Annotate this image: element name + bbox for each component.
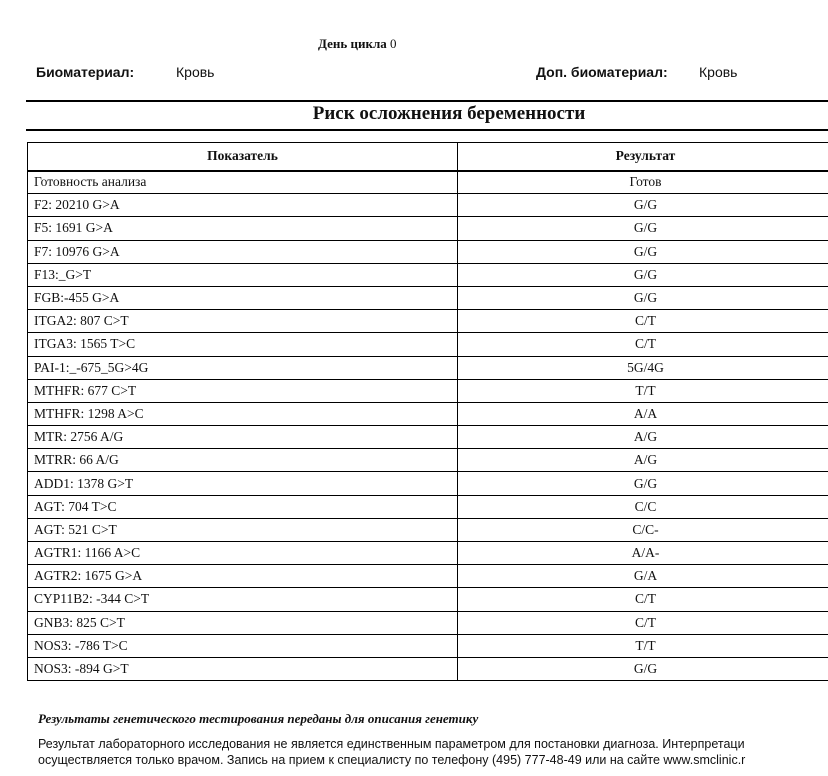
top-divider xyxy=(26,100,828,102)
section-title: Риск осложнения беременности xyxy=(312,103,586,124)
disclaimer-line-1: Результат лабораторного исследования не является единственным параметром для постановки диагноза. Интерпретаци xyxy=(38,737,745,751)
result-cell: G/G xyxy=(458,194,828,217)
cycle-day xyxy=(318,36,397,52)
result-cell: C/C xyxy=(458,495,828,518)
biomaterial-label: Биоматериал: xyxy=(36,64,135,80)
result-cell: C/C- xyxy=(458,518,828,541)
parameter-cell: ADD1: 1378 G>T xyxy=(28,472,458,495)
table-row xyxy=(28,426,828,449)
parameter-cell: MTRR: 66 A/G xyxy=(28,449,458,472)
table-row xyxy=(28,333,828,356)
table-row xyxy=(28,263,828,286)
parameter-cell: Готовность анализа xyxy=(28,171,458,194)
extra-biomaterial-label: Доп. биоматериал: xyxy=(536,64,668,80)
parameter-cell: F2: 20210 G>A xyxy=(28,194,458,217)
table-row xyxy=(28,379,828,402)
table-row xyxy=(28,495,828,518)
parameter-cell: MTHFR: 677 C>T xyxy=(28,379,458,402)
result-cell: C/T xyxy=(458,310,828,333)
table-row xyxy=(28,194,828,217)
result-cell: G/G xyxy=(458,240,828,263)
table-row xyxy=(28,634,828,657)
parameter-cell: AGTR2: 1675 G>A xyxy=(28,565,458,588)
disclaimer-line-2: осуществляется только врачом. Запись на прием к специалисту по телефону (495) 777-48-49 или на сайте www.smclinic.r xyxy=(38,753,746,767)
table-row xyxy=(28,356,828,379)
column-header-parameter: Показатель xyxy=(28,143,458,171)
result-cell: G/A xyxy=(458,565,828,588)
result-cell: 5G/4G xyxy=(458,356,828,379)
result-cell: G/G xyxy=(458,286,828,309)
parameter-cell: F7: 10976 G>A xyxy=(28,240,458,263)
result-cell: G/G xyxy=(458,472,828,495)
table-row xyxy=(28,518,828,541)
parameter-cell: ITGA3: 1565 T>C xyxy=(28,333,458,356)
table-row xyxy=(28,588,828,611)
parameter-cell: AGTR1: 1166 A>C xyxy=(28,542,458,565)
parameter-cell: CYP11B2: -344 C>T xyxy=(28,588,458,611)
parameter-cell: GNB3: 825 C>T xyxy=(28,611,458,634)
parameter-cell: PAI-1:_-675_5G>4G xyxy=(28,356,458,379)
biomaterial-value: Кровь xyxy=(176,64,215,80)
table-row xyxy=(28,657,828,680)
parameter-cell: MTR: 2756 A/G xyxy=(28,426,458,449)
results-body xyxy=(28,171,828,681)
result-cell: A/A- xyxy=(458,542,828,565)
disclaimer xyxy=(38,736,828,768)
table-row xyxy=(28,286,828,309)
result-cell: G/G xyxy=(458,657,828,680)
result-cell: T/T xyxy=(458,379,828,402)
cycle-day-value: 0 xyxy=(390,36,397,51)
extra-biomaterial-value: Кровь xyxy=(699,64,738,80)
cycle-day-label: День цикла xyxy=(318,36,387,51)
table-row xyxy=(28,240,828,263)
result-cell: A/G xyxy=(458,449,828,472)
title-divider xyxy=(26,129,828,131)
biomaterial-row xyxy=(36,64,828,86)
result-cell: C/T xyxy=(458,333,828,356)
result-cell: T/T xyxy=(458,634,828,657)
table-row xyxy=(28,217,828,240)
parameter-cell: F13:_G>T xyxy=(28,263,458,286)
table-header-row xyxy=(28,143,828,171)
column-header-result: Результат xyxy=(458,143,828,171)
result-cell: Готов xyxy=(458,171,828,194)
parameter-cell: NOS3: -786 T>C xyxy=(28,634,458,657)
result-cell: G/G xyxy=(458,217,828,240)
table-row xyxy=(28,310,828,333)
table-row xyxy=(28,542,828,565)
table-row xyxy=(28,472,828,495)
result-cell: C/T xyxy=(458,588,828,611)
parameter-cell: FGB:-455 G>A xyxy=(28,286,458,309)
parameter-cell: MTHFR: 1298 A>C xyxy=(28,402,458,425)
parameter-cell: AGT: 521 C>T xyxy=(28,518,458,541)
result-cell: A/A xyxy=(458,402,828,425)
parameter-cell: NOS3: -894 G>T xyxy=(28,657,458,680)
table-row xyxy=(28,171,828,194)
table-row xyxy=(28,402,828,425)
table-row xyxy=(28,449,828,472)
result-cell: G/G xyxy=(458,263,828,286)
genetics-note: Результаты генетического тестирования переданы для описания генетику xyxy=(38,711,479,726)
result-cell: C/T xyxy=(458,611,828,634)
parameter-cell: AGT: 704 T>C xyxy=(28,495,458,518)
result-cell: A/G xyxy=(458,426,828,449)
parameter-cell: ITGA2: 807 C>T xyxy=(28,310,458,333)
table-row xyxy=(28,611,828,634)
results-table xyxy=(27,142,828,681)
parameter-cell: F5: 1691 G>A xyxy=(28,217,458,240)
table-row xyxy=(28,565,828,588)
